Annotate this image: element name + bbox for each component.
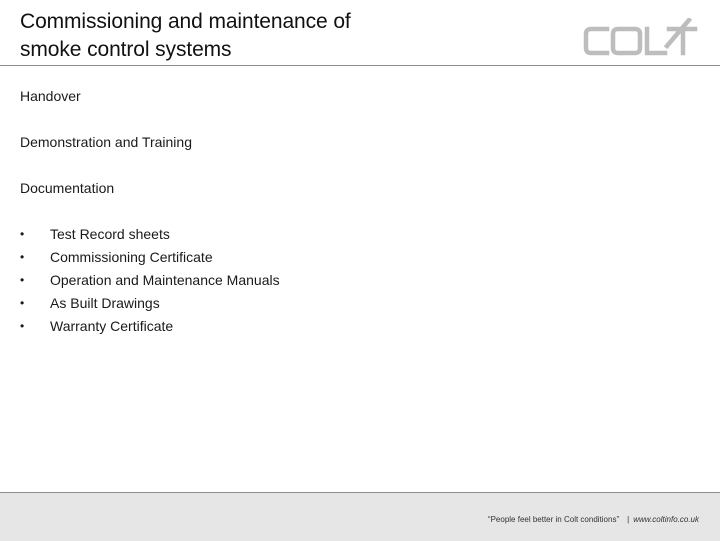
list-item-label: Warranty Certificate <box>50 318 174 334</box>
slide-header <box>0 0 720 66</box>
list-item-label: Operation and Maintenance Manuals <box>50 272 280 288</box>
list-item-label: As Built Drawings <box>50 295 160 311</box>
footer-separator: | <box>627 515 630 524</box>
colt-logo <box>583 18 699 58</box>
footer-text <box>488 515 699 524</box>
list-item <box>20 247 670 270</box>
section-handover: Handover <box>20 88 81 104</box>
list-item <box>20 270 670 293</box>
slide-footer <box>0 492 720 541</box>
section-documentation: Documentation <box>20 180 115 196</box>
list-item-label: Commissioning Certificate <box>50 249 213 265</box>
list-item <box>20 316 670 339</box>
bullet-dot-icon: • <box>20 296 25 310</box>
list-item-label: Test Record sheets <box>50 226 170 242</box>
footer-website-link[interactable]: www.coltinfo.co.uk <box>633 515 699 524</box>
bullet-dot-icon: • <box>20 273 25 287</box>
bullet-dot-icon: • <box>20 250 25 264</box>
documentation-list <box>20 224 670 339</box>
footer-tagline: “People feel better in Colt conditions” <box>487 515 620 524</box>
section-demonstration-training: Demonstration and Training <box>20 134 192 150</box>
slide-content <box>20 86 670 339</box>
list-item <box>20 293 670 316</box>
list-item <box>20 224 670 247</box>
bullet-dot-icon: • <box>20 319 25 333</box>
bullet-dot-icon: • <box>20 227 25 241</box>
slide-title: Commissioning and maintenance of smoke control systems <box>20 10 351 61</box>
